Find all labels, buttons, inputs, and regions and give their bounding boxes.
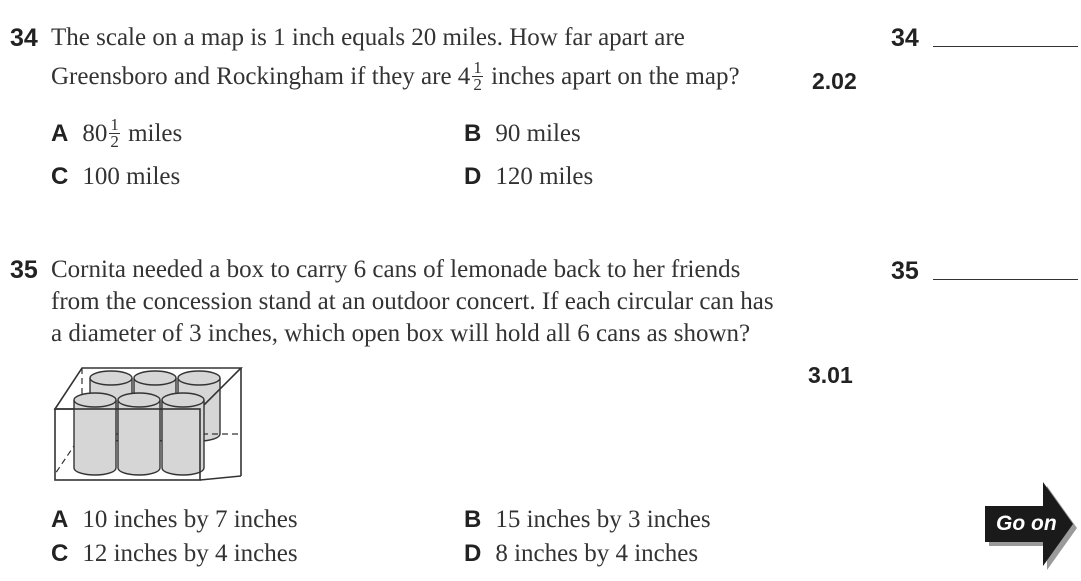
option-text: 120 miles [495,163,594,190]
question-34-code: 2.02 [812,68,857,94]
option-letter: D [464,540,482,567]
option-letter: A [51,120,69,148]
question-35-text-line1: Cornita needed a box to carry 6 cans of lemonade back to her friends [51,256,741,283]
q34-option-c[interactable] [51,163,180,191]
answer-35-line[interactable] [933,279,1078,280]
question-34-text-line2 [51,58,740,95]
question-35-code: 3.01 [808,362,853,388]
answer-34-number: 34 [891,24,919,52]
question-34-text-pre: Greensboro and Rockingham if they are 4 [51,63,471,91]
option-letter: B [464,120,482,147]
option-letter: C [51,163,69,190]
question-35-number: 35 [10,256,38,284]
q34-option-a[interactable] [51,115,183,152]
go-on-button[interactable] [983,482,1079,574]
option-text: 15 inches by 3 inches [495,506,711,533]
option-text: 90 miles [495,120,581,147]
question-34-text-post: inches apart on the map? [484,63,740,91]
fraction-one-half: $\frac{1}{2}$ [473,58,482,94]
fraction-one-half: $\frac{1}{2}$ [110,115,119,151]
option-letter: A [51,506,69,533]
box-of-cans-illustration [50,364,248,486]
option-text: 100 miles [82,163,181,190]
option-text: 8 inches by 4 inches [495,540,699,567]
option-letter: B [464,506,482,533]
option-letter: D [464,163,482,190]
question-35-text-line2: from the concession stand at an outdoor concert. If each circular can has [51,288,774,315]
go-on-label: Go on [996,512,1057,535]
question-34-number: 34 [10,24,38,52]
q35-option-a[interactable] [51,506,298,534]
option-text: 10 inches by 7 inches [82,506,298,533]
q34-option-b[interactable] [464,120,581,148]
question-35-text-line3: a diameter of 3 inches, which open box will hold all 6 cans as shown? [51,320,751,347]
question-34-text-line1: The scale on a map is 1 inch equals 20 miles. How far apart are [51,24,685,51]
answer-34-line[interactable] [933,46,1078,47]
option-text: 80 $\frac{1}{2}$ miles [82,115,183,151]
q35-option-d[interactable] [464,540,698,568]
q35-option-c[interactable] [51,540,298,568]
q35-option-b[interactable] [464,506,711,534]
option-letter: C [51,540,69,567]
answer-35-number: 35 [891,257,919,285]
q34-option-d[interactable] [464,163,593,191]
option-text: 12 inches by 4 inches [82,540,298,567]
